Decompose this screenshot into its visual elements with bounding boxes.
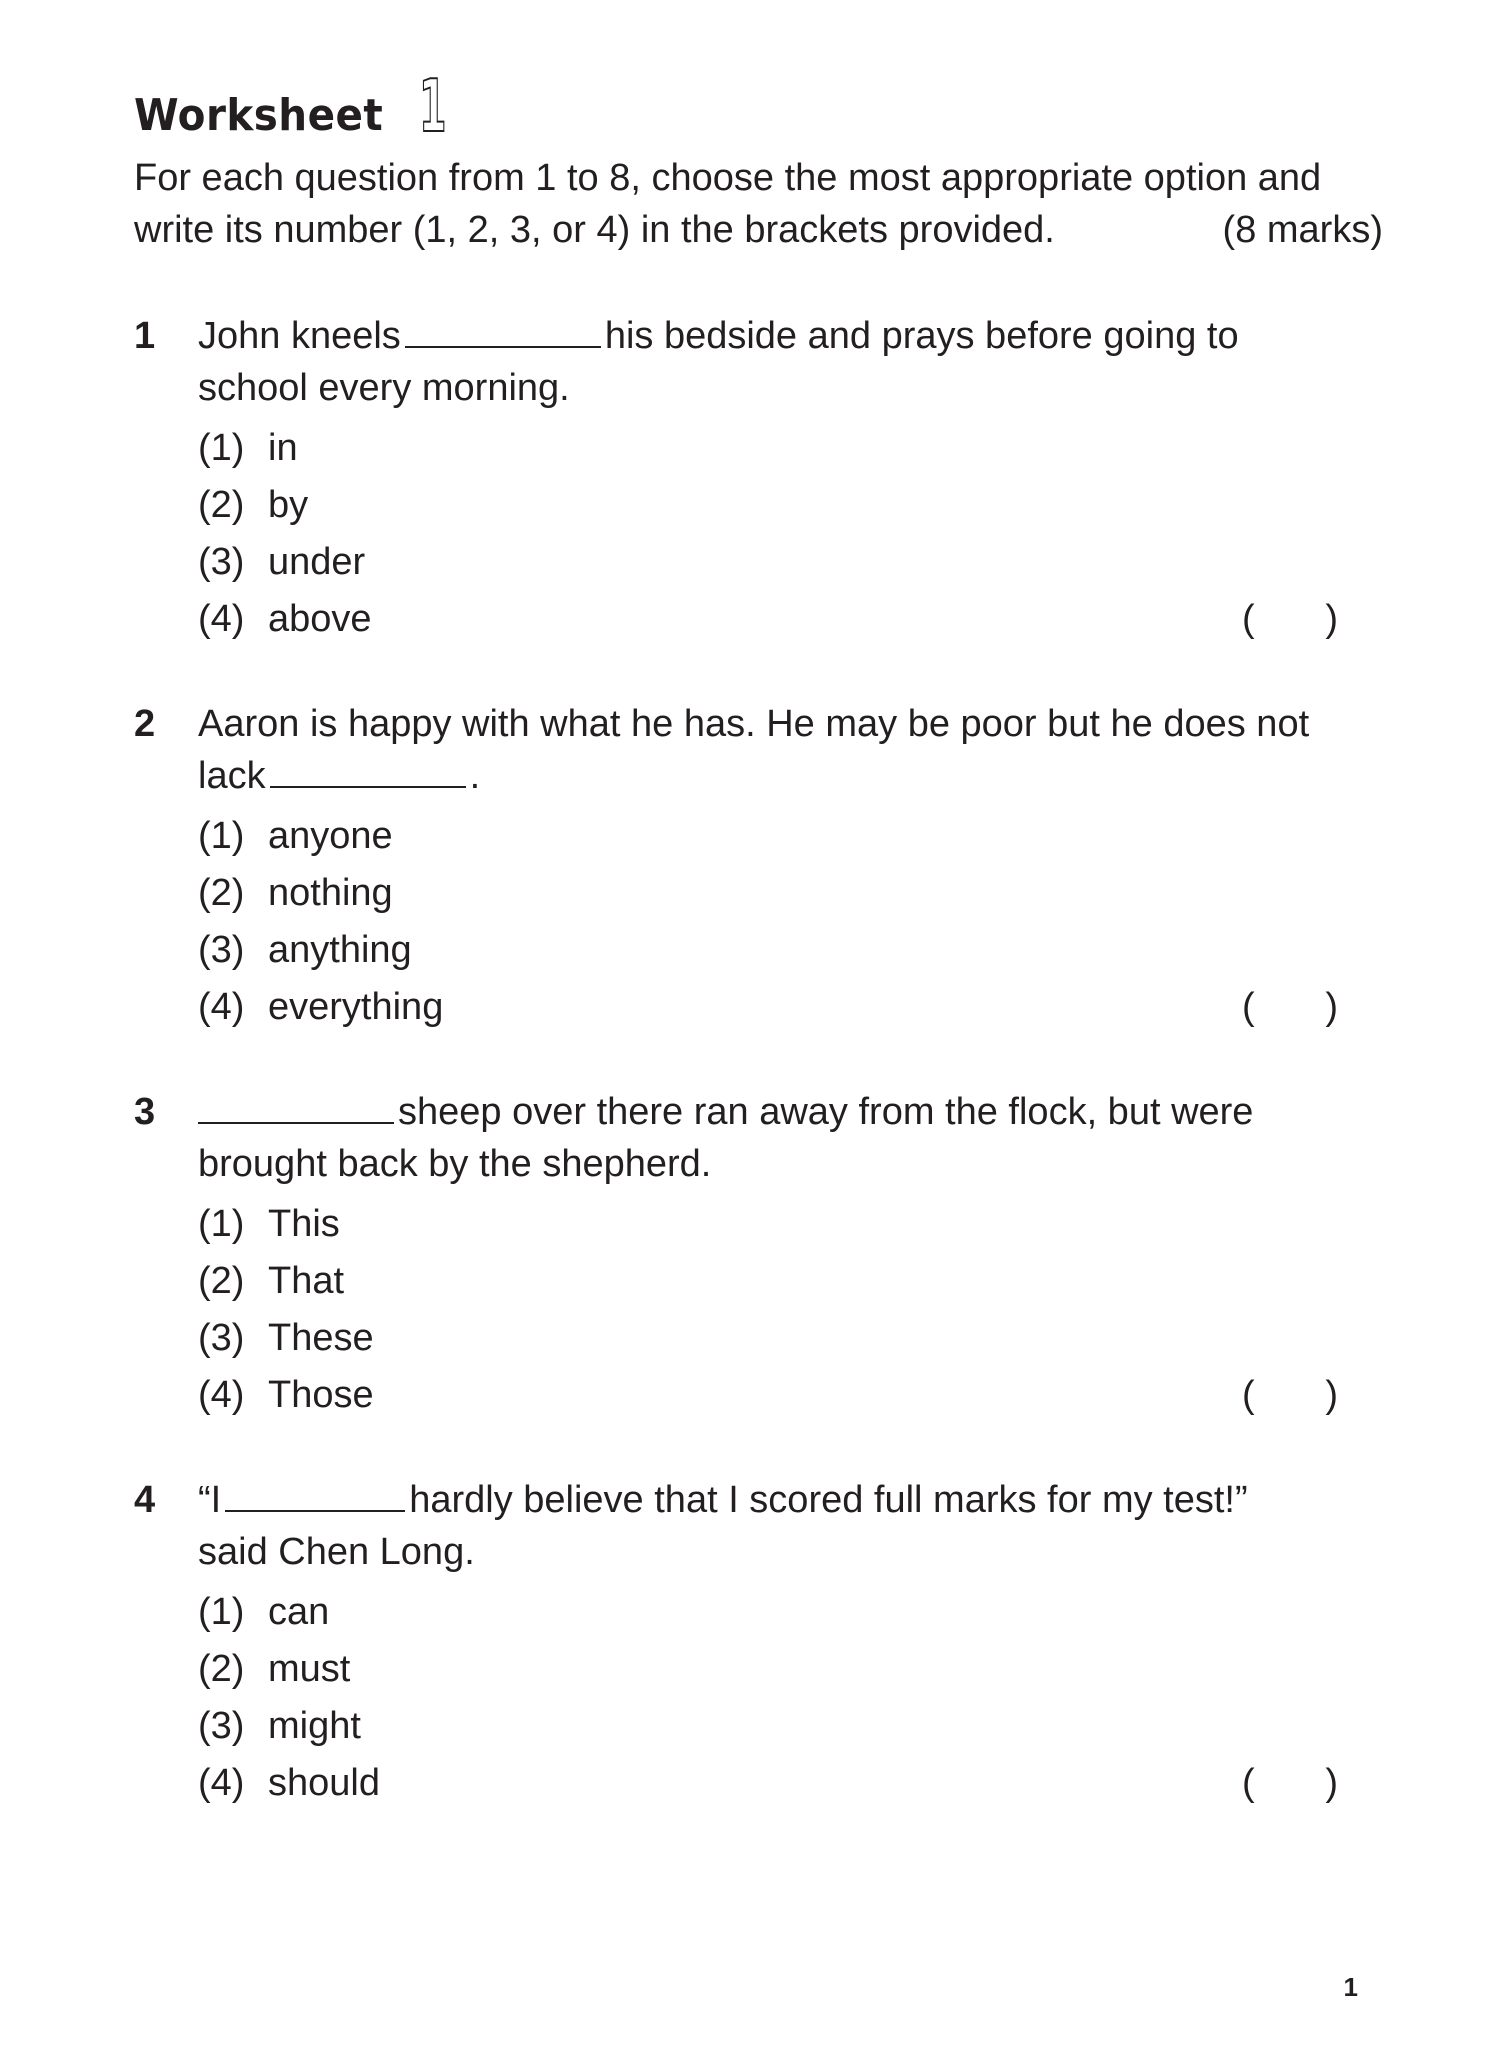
option-label: (3) xyxy=(198,929,245,971)
marks-label: (8 marks) xyxy=(1222,209,1383,251)
option-2[interactable] xyxy=(198,865,1358,922)
options-list xyxy=(198,1196,1358,1424)
answer-brackets[interactable] xyxy=(1242,1755,1338,1812)
bracket-close: ) xyxy=(1325,1374,1338,1416)
stem-text-after-blank: his bedside and prays before going to xyxy=(604,315,1239,357)
option-label: (2) xyxy=(198,1648,245,1690)
option-3[interactable] xyxy=(198,534,1358,591)
question-stem-line-2: brought back by the shepherd. xyxy=(198,1143,712,1185)
option-text: everything xyxy=(268,986,444,1028)
option-2[interactable] xyxy=(198,1253,1358,1310)
bracket-open: ( xyxy=(1242,1762,1255,1804)
option-1[interactable] xyxy=(198,808,1358,865)
option-4[interactable] xyxy=(198,1367,1358,1424)
answer-blank xyxy=(270,752,466,788)
option-label: (2) xyxy=(198,1260,245,1302)
question-stem xyxy=(198,698,1358,802)
question-number: 1 xyxy=(134,315,156,357)
worksheet-heading xyxy=(134,64,469,148)
instructions-line-2: write its number (1, 2, 3, or 4) in the brackets provided. xyxy=(134,209,1055,251)
worksheet-number: 1 xyxy=(418,64,447,148)
option-text: above xyxy=(268,598,372,640)
option-3[interactable] xyxy=(198,922,1358,979)
option-text: nothing xyxy=(268,872,393,914)
option-label: (4) xyxy=(198,986,245,1028)
bracket-open: ( xyxy=(1242,1374,1255,1416)
answer-brackets[interactable] xyxy=(1242,591,1338,648)
option-label: (1) xyxy=(198,1591,245,1633)
page-number: 1 xyxy=(1343,1972,1358,2002)
option-label: (4) xyxy=(198,598,245,640)
option-text: by xyxy=(268,484,309,526)
option-2[interactable] xyxy=(198,477,1358,534)
question-stem-line-1: Aaron is happy with what he has. He may be poor but he does not xyxy=(198,703,1310,745)
question-stem-line-2: school every morning. xyxy=(198,367,570,409)
options-list xyxy=(198,808,1358,1036)
option-1[interactable] xyxy=(198,420,1358,477)
option-text: in xyxy=(268,427,298,469)
question-stem xyxy=(198,310,1358,414)
option-text: under xyxy=(268,541,366,583)
answer-blank xyxy=(225,1476,405,1512)
stem-text-after-blank: hardly believe that I scored full marks for my test!” xyxy=(409,1479,1248,1521)
option-text: can xyxy=(268,1591,330,1633)
option-1[interactable] xyxy=(198,1584,1358,1641)
options-list xyxy=(198,1584,1358,1812)
bracket-close: ) xyxy=(1325,1762,1338,1804)
option-label: (3) xyxy=(198,541,245,583)
question-stem-line-2 xyxy=(198,750,1358,802)
option-label: (1) xyxy=(198,1203,245,1245)
option-text: This xyxy=(268,1203,340,1245)
option-label: (1) xyxy=(198,815,245,857)
option-3[interactable] xyxy=(198,1310,1358,1367)
option-text: Those xyxy=(268,1374,374,1416)
question-stem xyxy=(198,1474,1358,1578)
option-label: (3) xyxy=(198,1317,245,1359)
option-1[interactable] xyxy=(198,1196,1358,1253)
question-2 xyxy=(134,698,1384,1028)
option-label: (3) xyxy=(198,1705,245,1747)
option-label: (4) xyxy=(198,1762,245,1804)
bracket-close: ) xyxy=(1325,598,1338,640)
stem-text-after-blank: . xyxy=(469,755,481,797)
stem-text-before-blank: lack xyxy=(198,755,266,797)
options-list xyxy=(198,420,1358,648)
option-text: should xyxy=(268,1762,380,1804)
question-number: 3 xyxy=(134,1091,156,1133)
worksheet-title: Worksheet xyxy=(134,90,384,141)
bracket-open: ( xyxy=(1242,598,1255,640)
instructions-line-1: For each question from 1 to 8, choose the most appropriate option and xyxy=(134,157,1322,199)
option-2[interactable] xyxy=(198,1641,1358,1698)
option-text: must xyxy=(268,1648,351,1690)
answer-brackets[interactable] xyxy=(1242,979,1338,1036)
bracket-open: ( xyxy=(1242,986,1255,1028)
stem-text-before-blank: “I xyxy=(198,1479,222,1521)
question-number: 4 xyxy=(134,1479,156,1521)
question-1 xyxy=(134,310,1384,640)
question-stem-line-1 xyxy=(198,1474,1358,1526)
option-4[interactable] xyxy=(198,979,1358,1036)
instructions xyxy=(134,152,1384,256)
option-text: These xyxy=(268,1317,374,1359)
bracket-close: ) xyxy=(1325,986,1338,1028)
option-text: anyone xyxy=(268,815,393,857)
question-stem-line-1 xyxy=(198,1086,1358,1138)
question-number: 2 xyxy=(134,703,156,745)
question-stem-line-2: said Chen Long. xyxy=(198,1531,475,1573)
option-label: (1) xyxy=(198,427,245,469)
stem-text-after-blank: sheep over there ran away from the flock, but were xyxy=(398,1091,1254,1133)
option-4[interactable] xyxy=(198,1755,1358,1812)
option-text: That xyxy=(268,1260,345,1302)
option-label: (2) xyxy=(198,872,245,914)
question-stem xyxy=(198,1086,1358,1190)
question-stem-line-1 xyxy=(198,310,1358,362)
question-4 xyxy=(134,1474,1384,1804)
answer-blank xyxy=(405,312,601,348)
option-text: anything xyxy=(268,929,412,971)
answer-blank xyxy=(198,1088,394,1124)
option-text: might xyxy=(268,1705,361,1747)
stem-text-before-blank: John kneels xyxy=(198,315,401,357)
option-4[interactable] xyxy=(198,591,1358,648)
answer-brackets[interactable] xyxy=(1242,1367,1338,1424)
option-3[interactable] xyxy=(198,1698,1358,1755)
option-label: (2) xyxy=(198,484,245,526)
question-3 xyxy=(134,1086,1384,1416)
option-label: (4) xyxy=(198,1374,245,1416)
